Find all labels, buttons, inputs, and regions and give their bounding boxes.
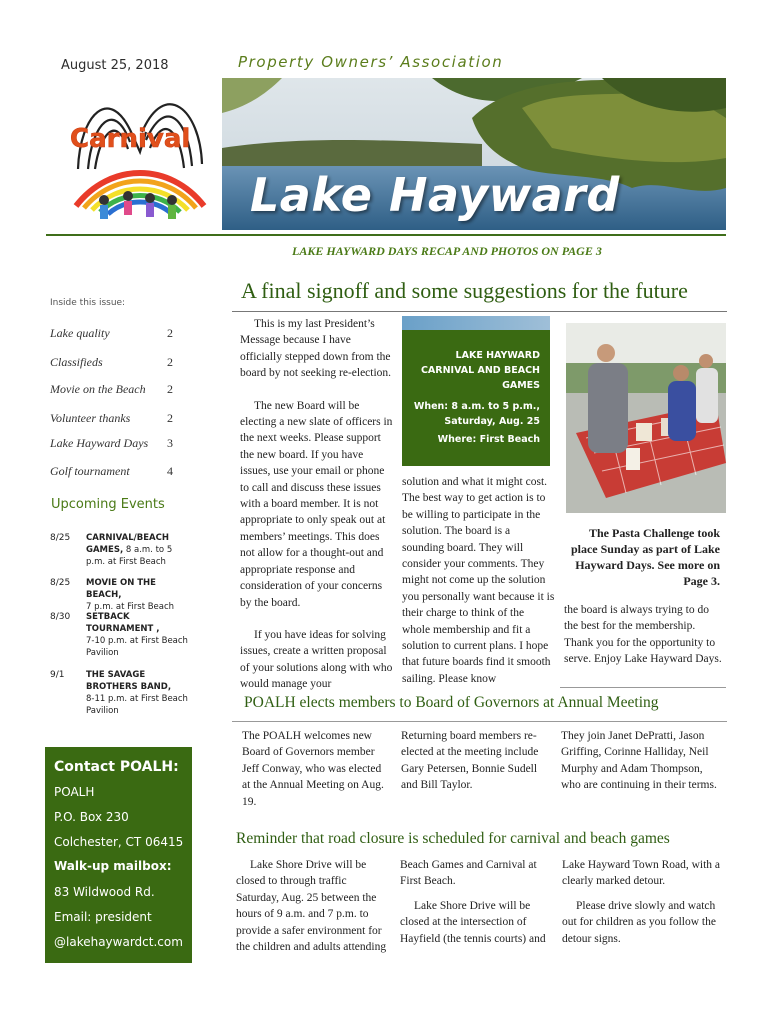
event-title: SETBACK TOURNAMENT , xyxy=(86,612,160,634)
event-box-when: When: 8 a.m. to 5 p.m., Saturday, Aug. 25 xyxy=(413,401,540,427)
event-box-title: LAKE HAYWARD CARNIVAL AND BEACH GAMES xyxy=(420,350,540,391)
article-paragraph: Please drive slowly and watch out for children as you follow the detour signs. xyxy=(562,899,716,945)
article-column xyxy=(240,316,393,693)
article-paragraph: Lake Hayward Town Road, with a clearly marked detour. xyxy=(562,859,721,888)
contact-title: Contact POALH: xyxy=(54,759,179,775)
email-line[interactable]: @lakehaywardct.com xyxy=(54,935,183,949)
event-info-box xyxy=(402,330,550,466)
event-box-where: Where: First Beach xyxy=(437,434,540,445)
toc-page: 2 xyxy=(167,411,173,425)
upcoming-events-heading: Upcoming Events xyxy=(51,497,165,512)
article-column xyxy=(242,728,392,810)
toc-item xyxy=(50,464,180,479)
contact-line: Colchester, CT 06415 xyxy=(54,835,184,849)
event-date: 8/30 xyxy=(50,612,71,622)
toc-page: 2 xyxy=(167,326,173,340)
article-column xyxy=(562,857,722,947)
event-title: MOVIE ON THE BEACH, xyxy=(86,578,156,600)
event-item xyxy=(86,669,191,717)
article-paragraph: Lake Shore Drive will be closed at the intersection of Hayfield (the tennis courts) and xyxy=(400,899,546,945)
inside-issue-label: Inside this issue: xyxy=(50,298,126,308)
toc-item xyxy=(50,411,180,426)
article-paragraph: Beach Games and Carnival at First Beach. xyxy=(400,859,537,888)
section-divider xyxy=(232,721,727,722)
article-headline: Reminder that road closure is scheduled for carnival and beach games xyxy=(236,830,670,847)
toc-title: Lake quality xyxy=(50,326,110,340)
carnival-logo xyxy=(70,74,210,234)
box-accent-strip xyxy=(402,316,550,330)
pasta-challenge-photo xyxy=(566,323,726,513)
toc-title: Lake Hayward Days xyxy=(50,436,149,450)
article-paragraph: the board is always trying to do the best for the membership. Thank you for the opportunity to serve. Enjoy Lake Hayward Days. xyxy=(564,604,722,666)
article-column xyxy=(564,602,724,668)
contact-line: POALH xyxy=(54,785,95,799)
header-divider xyxy=(46,234,726,236)
article-paragraph: If you have ideas for solving issues, create a written proposal of your solutions along with who would manage your xyxy=(240,628,393,691)
event-item xyxy=(86,532,191,568)
toc-title: Movie on the Beach xyxy=(50,382,146,396)
article-paragraph: Lake Shore Drive will be closed to through traffic Saturday, Aug. 25 between the hours of 9 a.m. and 7 p.m. to provide a safer environment for the children and adults attending xyxy=(236,859,387,954)
event-item xyxy=(86,577,191,613)
article-column xyxy=(236,857,392,955)
toc-title: Classifieds xyxy=(50,355,103,369)
article-column xyxy=(561,728,721,794)
toc-item xyxy=(50,436,180,451)
contact-line: P.O. Box 230 xyxy=(54,810,129,824)
photo-caption: The Pasta Challenge took place Sunday as part of Lake Hayward Days. See more on Page 3. xyxy=(570,526,720,588)
toc-page: 3 xyxy=(167,436,173,450)
toc-page: 2 xyxy=(167,355,173,369)
mailbox-label: Walk-up mailbox: xyxy=(54,859,172,873)
toc-item xyxy=(50,355,180,370)
recap-notice: LAKE HAYWARD DAYS RECAP AND PHOTOS ON PAGE 3 xyxy=(292,244,602,258)
toc-page: 2 xyxy=(167,382,173,396)
event-date: 8/25 xyxy=(50,578,71,588)
event-detail: 7 p.m. at First Beach xyxy=(86,602,175,612)
event-date: 9/1 xyxy=(50,670,65,680)
event-detail: 7-10 p.m. at First Beach Pavilion xyxy=(86,636,188,658)
article-column xyxy=(400,857,556,947)
toc-item xyxy=(50,382,180,397)
section-divider xyxy=(560,687,726,688)
article-paragraph: This is my last President’s Message because I have officially stepped down from the board by not seeking re-election. xyxy=(240,318,392,380)
article-paragraph: solution and what it might cost. The best way to get action is to be willing to participate in the solution. The board is a sounding board. They will consider your comments. They might not come up the solution you personally want because it is their charge to think of the whole membership and fit a solution to current plans. I hope that future boards find it smooth sailing. Please know xyxy=(402,476,555,685)
toc-page: 4 xyxy=(167,464,173,478)
headline-divider xyxy=(232,311,727,312)
event-date: 8/25 xyxy=(50,533,71,543)
event-item xyxy=(86,611,191,659)
article-paragraph: They join Janet DePratti, Jason Griffing, Corinne Halliday, Neil Murphy and Adam Thompson, who are continuing in their terms. xyxy=(561,730,717,792)
article-headline: A final signoff and some suggestions for the future xyxy=(241,278,688,303)
event-title: CARNIVAL/BEACH GAMES, xyxy=(86,533,169,555)
email-line[interactable]: Email: president xyxy=(54,910,152,924)
article-paragraph: The POALH welcomes new Board of Governors member Jeff Conway, who was elected at the Annual Meeting on Aug. 19. xyxy=(242,730,384,808)
article-column xyxy=(402,474,555,687)
article-paragraph: The new Board will be electing a new slate of officers in the next weeks. Please support the new board. If you have issues, use your email or phone to call and discuss these issues with a board member. It is not appropriate to only speak out at members’ meetings. This does not allow for a thought-out and appropriate response and consideration of your concerns by the board. xyxy=(240,399,393,609)
toc-title: Volunteer thanks xyxy=(50,411,131,425)
event-detail: 8-11 p.m. at First Beach Pavilion xyxy=(86,694,188,716)
article-headline: POALH elects members to Board of Governors at Annual Meeting xyxy=(244,694,659,711)
newsletter-date: August 25, 2018 xyxy=(61,58,169,73)
toc-item xyxy=(50,326,180,341)
event-title: THE SAVAGE BROTHERS BAND, xyxy=(86,670,172,692)
banner-title: Lake Hayward xyxy=(250,168,620,222)
article-paragraph: Returning board members re-elected at the meeting include Gary Petersen, Bonnie Sudell and Bill Taylor. xyxy=(401,730,539,792)
mailbox-address: 83 Wildwood Rd. xyxy=(54,885,155,899)
contact-box xyxy=(45,747,192,963)
logo-lettering: Carnival xyxy=(70,124,191,154)
article-column xyxy=(401,728,551,794)
association-name: Property Owners’ Association xyxy=(238,53,504,71)
event-detail: 8 a.m. to 5 p.m. at First Beach xyxy=(86,545,173,567)
toc-title: Golf tournament xyxy=(50,464,130,478)
